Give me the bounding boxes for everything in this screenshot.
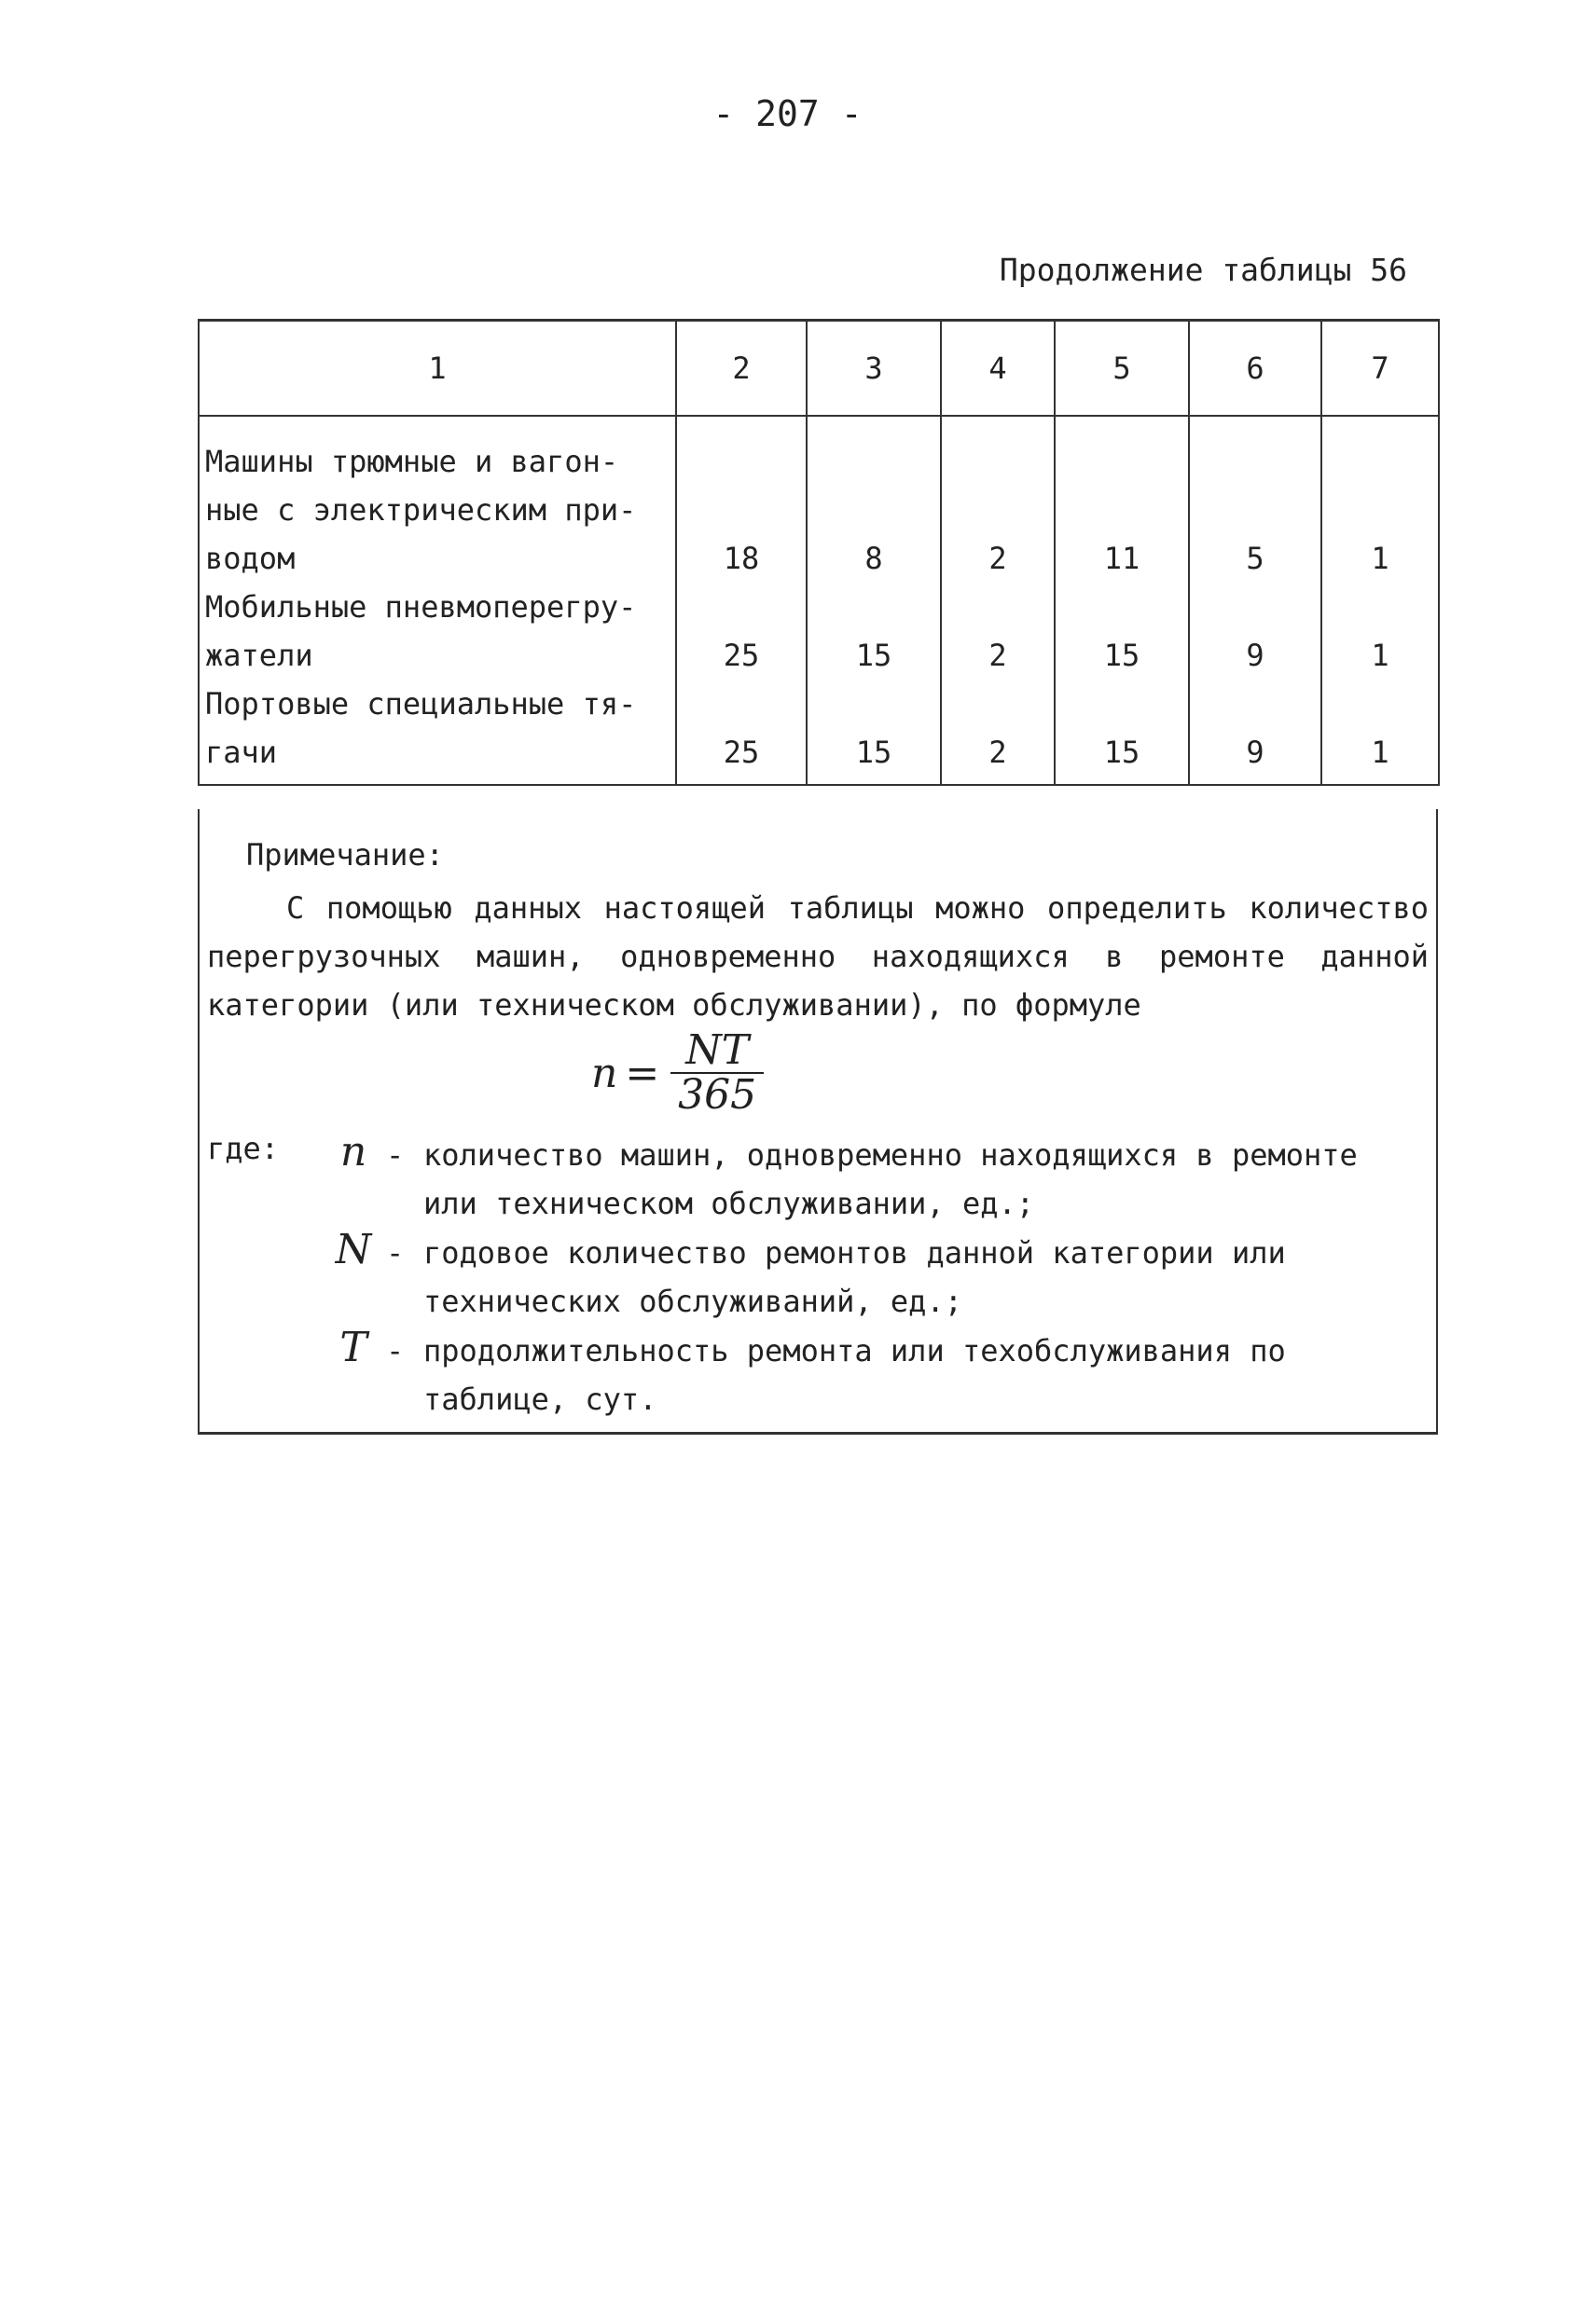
row-label-line: водом (205, 541, 296, 576)
header-cell: 5 (1055, 321, 1189, 417)
table-cell: 5 (1189, 416, 1321, 583)
page-number: - 207 - (712, 93, 863, 134)
definition-symbol: N (335, 1226, 372, 1273)
formula-numerator: NT (670, 1029, 764, 1074)
table-cell: 8 (807, 416, 941, 583)
definition-text: количество машин, одновременно находящихся в ремонте или техническом обслуживании, ед.; (423, 1137, 1358, 1221)
definition-item (321, 1226, 1421, 1326)
row-label (199, 416, 676, 583)
row-label-line: ные с электрическим при- (205, 492, 637, 528)
table-cell: 1 (1321, 416, 1439, 583)
table-cell: 2 (941, 583, 1055, 680)
note-box (198, 809, 1438, 1435)
table-cell: 15 (807, 583, 941, 680)
note-paragraph: С помощью данных настоящей таблицы можно определить количество перегрузочных машин, одновременно находящихся в ремонте данной категории (или техническом обслуживании), по формуле (207, 890, 1429, 1023)
definition-dash: - (386, 1137, 405, 1173)
definition-text: продолжительность ремонта или техобслуживания по таблице, сут. (423, 1333, 1286, 1417)
definition-symbol: n (339, 1128, 367, 1176)
formula-denominator: 365 (678, 1071, 757, 1119)
table-header-row (199, 321, 1439, 417)
header-cell: 1 (199, 321, 676, 417)
table-cell: 18 (676, 416, 807, 583)
table-cell: 1 (1321, 680, 1439, 785)
header-cell: 3 (807, 321, 941, 417)
table-cell: 2 (941, 680, 1055, 785)
table-cell: 15 (1055, 680, 1189, 785)
row-label-line: Мобильные пневмоперегру- (205, 589, 637, 625)
table-cell: 1 (1321, 583, 1439, 680)
table-cell: 25 (676, 583, 807, 680)
header-cell: 4 (941, 321, 1055, 417)
row-label (199, 680, 676, 785)
table-cell: 9 (1189, 680, 1321, 785)
header-cell: 2 (676, 321, 807, 417)
where-label: где: (207, 1131, 280, 1166)
table-row (199, 583, 1439, 680)
row-label-line: жатели (205, 638, 313, 673)
table-row (199, 680, 1439, 785)
definition-dash: - (386, 1333, 405, 1368)
note-title: Примечание: (246, 837, 444, 873)
definition-item (321, 1128, 1421, 1228)
definition-dash: - (386, 1235, 405, 1271)
table-cell: 15 (1055, 583, 1189, 680)
row-label-line: Машины трюмные и вагон- (205, 444, 619, 479)
header-cell: 7 (1321, 321, 1439, 417)
row-label (199, 583, 676, 680)
data-table (198, 319, 1440, 786)
table-cell: 15 (807, 680, 941, 785)
row-label-line: Портовые специальные тя- (205, 686, 637, 722)
table-cell: 25 (676, 680, 807, 785)
table-cell: 9 (1189, 583, 1321, 680)
table-continuation-caption: Продолжение таблицы 56 (999, 252, 1407, 288)
formula-equals: = (625, 1049, 660, 1097)
table-row (199, 416, 1439, 583)
formula-lhs: n (591, 1049, 618, 1097)
table-cell: 2 (941, 416, 1055, 583)
table-cell: 11 (1055, 416, 1189, 583)
definition-item (321, 1324, 1421, 1423)
definition-text: годовое количество ремонтов данной категории или технических обслуживаний, ед.; (423, 1235, 1286, 1319)
formula-fraction (670, 1026, 764, 1119)
formula (591, 1026, 764, 1119)
definition-symbol: T (339, 1324, 367, 1371)
header-cell: 6 (1189, 321, 1321, 417)
row-label-line: гачи (205, 735, 278, 770)
